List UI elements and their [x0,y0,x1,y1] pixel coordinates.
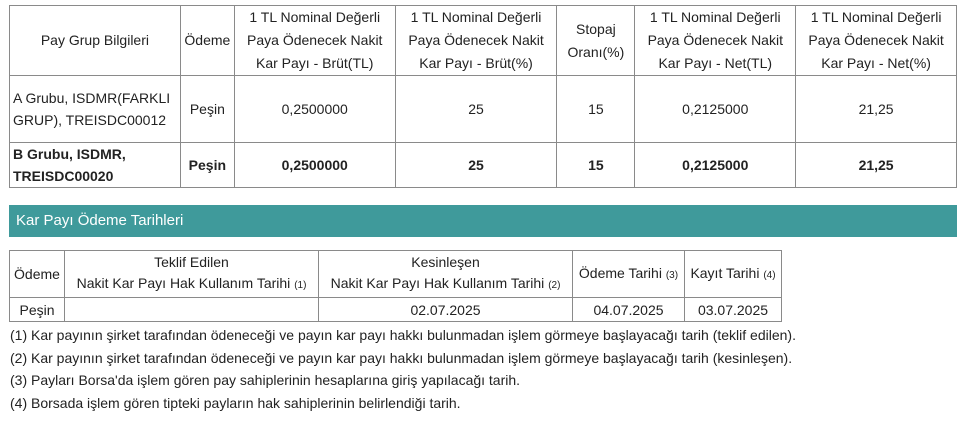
header-net-pct: 1 TL Nominal Değerli Paya Ödenecek Nakit Kar Payı - Net(%) [796,6,957,76]
footnotes [10,324,796,414]
cell-withholding: 15 [557,143,635,188]
header-payment: Ödeme [180,6,234,76]
footnote-2: (2) Kar payının şirket tarafından ödeneceği ve payın kar payı hakkı bulunmadan işlem görmeye başlayacağı tarih (kesinleşen). [10,349,793,366]
dates-cell-record-date: 03.07.2025 [685,298,782,322]
footnote-3: (3) Payları Borsa'da işlem gören pay sahiplerinin hesaplarına giriş yapılacağı tarih. [10,372,521,388]
proposed-title: Teklif Edilen [154,254,229,270]
cell-net-tl: 0,2125000 [635,143,796,188]
footnote-1: (1) Kar payının şirket tarafından ödeneceği ve payın kar payı hakkı bulunmadan işlem görmeye başlayacağı tarih (teklif edilen). [10,327,796,343]
cell-gross-pct: 25 [395,143,557,188]
cell-net-tl: 0,2125000 [635,76,796,143]
table-row [10,76,957,143]
dates-header-record-date [685,251,782,298]
cell-net-pct: 21,25 [796,76,957,143]
dates-header-final [319,251,573,298]
dates-row [10,298,782,322]
cell-payment: Peşin [180,76,234,143]
final-ref: (2) [548,280,561,291]
cell-withholding: 15 [557,76,635,143]
final-title: Kesinleşen [411,254,480,270]
cell-payment: Peşin [180,143,234,188]
proposed-label: Nakit Kar Payı Hak Kullanım Tarihi [76,275,291,291]
dates-cell-payment-date: 04.07.2025 [573,298,685,322]
payment-date-ref: (3) [665,269,679,281]
header-gross-tl: 1 TL Nominal Değerli Paya Ödenecek Nakit Kar Payı - Brüt(TL) [234,6,395,76]
cell-group: B Grubu, ISDMR, TREISDC00020 [10,143,181,188]
dates-table [9,250,782,322]
proposed-subtitle [65,273,318,296]
header-net-tl: 1 TL Nominal Değerli Paya Ödenecek Nakit Kar Payı - Net(TL) [635,6,796,76]
dates-cell-final: 02.07.2025 [319,298,573,322]
header-gross-pct: 1 TL Nominal Değerli Paya Ödenecek Nakit Kar Payı - Brüt(%) [395,6,557,76]
table-row [10,143,957,188]
section-title-bar: Kar Payı Ödeme Tarihleri [9,205,957,237]
dates-cell-proposed [65,298,319,322]
cell-net-pct: 21,25 [796,143,957,188]
dates-header-payment: Ödeme [10,251,65,298]
final-subtitle [319,273,572,296]
header-group: Pay Grup Bilgileri [10,6,181,76]
record-date-ref: (4) [763,269,776,281]
dates-header-proposed [65,251,319,298]
cell-gross-tl: 0,2500000 [234,76,395,143]
header-row [10,6,957,76]
proposed-ref: (1) [294,280,307,291]
cell-gross-pct: 25 [395,76,557,143]
record-date-label: Kayıt Tarihi [690,264,760,281]
dates-cell-payment: Peşin [10,298,65,322]
final-label: Nakit Kar Payı Hak Kullanım Tarihi [330,275,545,291]
header-withholding: Stopaj Oranı(%) [557,6,635,76]
payment-date-label: Ödeme Tarihi [578,264,662,281]
dividend-table [9,5,957,188]
cell-group: A Grubu, ISDMR(FARKLI GRUP), TREISDC00012 [10,76,181,143]
footnote-4: (4) Borsada işlem gören tipteki payların hak sahiplerinin belirlendiği tarih. [10,394,461,411]
cell-gross-tl: 0,2500000 [234,143,395,188]
dates-header-payment-date [573,251,685,298]
dates-header-row [10,251,782,298]
